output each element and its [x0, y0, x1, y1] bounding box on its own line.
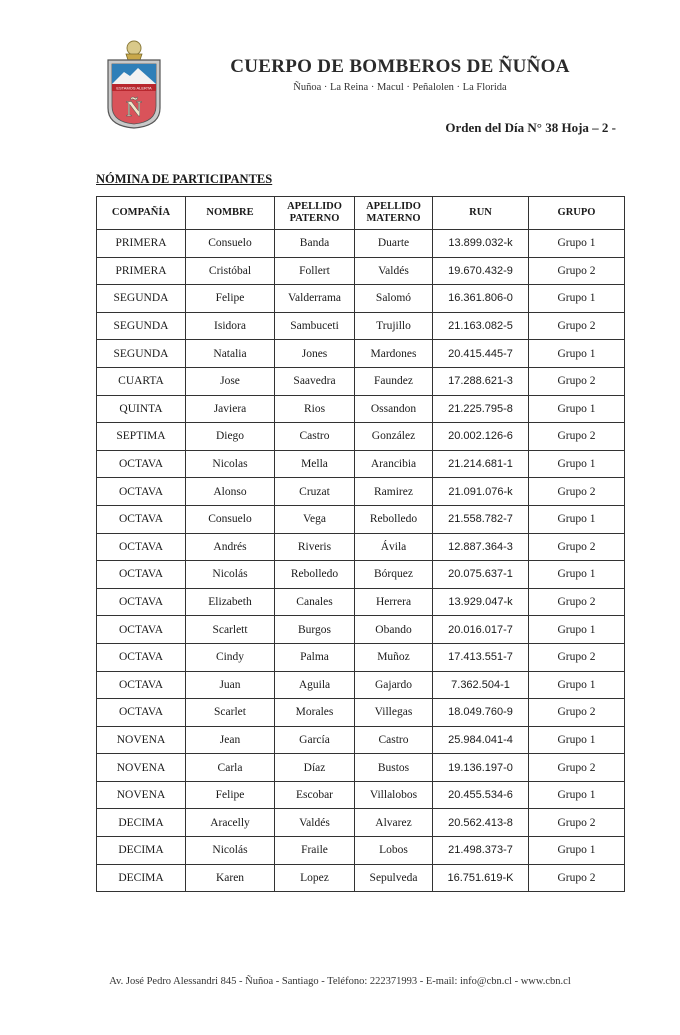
cell-apellido-paterno: Mella	[275, 450, 355, 478]
cell-nombre: Nicolas	[186, 450, 275, 478]
cell-apellido-materno: Bórquez	[355, 561, 433, 589]
cell-run: 19.136.197-0	[433, 754, 529, 782]
cell-run: 7.362.504-1	[433, 671, 529, 699]
cell-nombre: Diego	[186, 423, 275, 451]
header-grupo: GRUPO	[529, 197, 625, 230]
header-apellido-materno-line1: APELLIDO	[366, 201, 421, 212]
cell-apellido-paterno: Vega	[275, 505, 355, 533]
cell-apellido-materno: Herrera	[355, 588, 433, 616]
cell-grupo: Grupo 2	[529, 367, 625, 395]
cell-grupo: Grupo 1	[529, 726, 625, 754]
cell-grupo: Grupo 1	[529, 285, 625, 313]
cell-grupo: Grupo 2	[529, 864, 625, 892]
cell-compania: OCTAVA	[97, 561, 186, 589]
cell-grupo: Grupo 1	[529, 230, 625, 258]
header-apellido-paterno-line2: PATERNO	[289, 213, 340, 224]
cell-run: 17.288.621-3	[433, 367, 529, 395]
cell-apellido-materno: Muñoz	[355, 643, 433, 671]
header-apellido-materno	[355, 197, 433, 230]
cell-grupo: Grupo 1	[529, 340, 625, 368]
cell-nombre: Elizabeth	[186, 588, 275, 616]
cell-run: 16.361.806-0	[433, 285, 529, 313]
cell-compania: PRIMERA	[97, 257, 186, 285]
cell-run: 21.558.782-7	[433, 505, 529, 533]
cell-apellido-paterno: Valdés	[275, 809, 355, 837]
cell-nombre: Karen	[186, 864, 275, 892]
cell-run: 25.984.041-4	[433, 726, 529, 754]
table-header-row	[97, 197, 625, 230]
cell-grupo: Grupo 2	[529, 809, 625, 837]
cell-apellido-paterno: Castro	[275, 423, 355, 451]
cell-nombre: Alonso	[186, 478, 275, 506]
cell-compania: DECIMA	[97, 837, 186, 865]
cell-apellido-materno: Bustos	[355, 754, 433, 782]
table-row	[97, 616, 625, 644]
cell-compania: OCTAVA	[97, 478, 186, 506]
cell-apellido-paterno: Morales	[275, 699, 355, 727]
cell-apellido-materno: Rebolledo	[355, 505, 433, 533]
cell-run: 21.498.373-7	[433, 837, 529, 865]
cell-apellido-materno: Faundez	[355, 367, 433, 395]
cell-nombre: Jose	[186, 367, 275, 395]
table-row	[97, 478, 625, 506]
cell-run: 20.415.445-7	[433, 340, 529, 368]
orden-del-dia: Orden del Día N° 38 Hoja – 2 -	[445, 120, 616, 135]
cell-apellido-paterno: Burgos	[275, 616, 355, 644]
cell-apellido-paterno: Rebolledo	[275, 561, 355, 589]
table-body	[97, 230, 625, 892]
cell-apellido-paterno: Banda	[275, 230, 355, 258]
table-row	[97, 505, 625, 533]
cell-apellido-paterno: Palma	[275, 643, 355, 671]
table-row	[97, 450, 625, 478]
table-row	[97, 257, 625, 285]
cell-apellido-paterno: Díaz	[275, 754, 355, 782]
cell-nombre: Scarlett	[186, 616, 275, 644]
cell-run: 20.075.637-1	[433, 561, 529, 589]
cell-compania: OCTAVA	[97, 699, 186, 727]
cell-grupo: Grupo 1	[529, 450, 625, 478]
cell-compania: NOVENA	[97, 781, 186, 809]
cell-nombre: Consuelo	[186, 230, 275, 258]
cell-apellido-materno: Ávila	[355, 533, 433, 561]
cell-run: 16.751.619-K	[433, 864, 529, 892]
cell-apellido-materno: Sepulveda	[355, 864, 433, 892]
cell-apellido-paterno: García	[275, 726, 355, 754]
cell-apellido-materno: Villegas	[355, 699, 433, 727]
section-title: NÓMINA DE PARTICIPANTES	[96, 172, 273, 186]
cell-apellido-materno: Arancibia	[355, 450, 433, 478]
cell-nombre: Natalia	[186, 340, 275, 368]
cell-nombre: Nicolás	[186, 837, 275, 865]
cell-apellido-materno: Gajardo	[355, 671, 433, 699]
table-row	[97, 781, 625, 809]
cell-grupo: Grupo 2	[529, 312, 625, 340]
cell-compania: NOVENA	[97, 726, 186, 754]
cell-nombre: Javiera	[186, 395, 275, 423]
cell-compania: PRIMERA	[97, 230, 186, 258]
cell-run: 12.887.364-3	[433, 533, 529, 561]
cell-compania: NOVENA	[97, 754, 186, 782]
cell-apellido-paterno: Canales	[275, 588, 355, 616]
cell-apellido-paterno: Sambuceti	[275, 312, 355, 340]
cell-grupo: Grupo 1	[529, 781, 625, 809]
table-row	[97, 367, 625, 395]
cell-run: 20.562.413-8	[433, 809, 529, 837]
table-row	[97, 395, 625, 423]
cell-grupo: Grupo 2	[529, 754, 625, 782]
cell-grupo: Grupo 1	[529, 616, 625, 644]
cell-nombre: Felipe	[186, 285, 275, 313]
table-row	[97, 561, 625, 589]
cell-apellido-paterno: Escobar	[275, 781, 355, 809]
cell-apellido-materno: Villalobos	[355, 781, 433, 809]
cell-apellido-materno: Lobos	[355, 837, 433, 865]
table-row	[97, 726, 625, 754]
cell-apellido-materno: Castro	[355, 726, 433, 754]
cell-apellido-materno: Trujillo	[355, 312, 433, 340]
cell-nombre: Scarlet	[186, 699, 275, 727]
cell-grupo: Grupo 1	[529, 395, 625, 423]
table-row	[97, 699, 625, 727]
cell-apellido-paterno: Follert	[275, 257, 355, 285]
cell-nombre: Jean	[186, 726, 275, 754]
cell-nombre: Cindy	[186, 643, 275, 671]
table-row	[97, 671, 625, 699]
cell-apellido-materno: Mardones	[355, 340, 433, 368]
header-compania: COMPAÑÍA	[97, 197, 186, 230]
cell-compania: CUARTA	[97, 367, 186, 395]
cell-grupo: Grupo 1	[529, 561, 625, 589]
table-row	[97, 285, 625, 313]
cell-grupo: Grupo 1	[529, 837, 625, 865]
cell-apellido-materno: Obando	[355, 616, 433, 644]
cell-apellido-paterno: Saavedra	[275, 367, 355, 395]
cell-apellido-materno: Alvarez	[355, 809, 433, 837]
cell-grupo: Grupo 2	[529, 533, 625, 561]
cell-grupo: Grupo 2	[529, 257, 625, 285]
cell-compania: OCTAVA	[97, 671, 186, 699]
header-apellido-materno-line2: MATERNO	[366, 213, 421, 224]
cell-compania: QUINTA	[97, 395, 186, 423]
logo-band-text: ESTAMOS ALERTA	[116, 85, 152, 91]
cell-run: 20.455.534-6	[433, 781, 529, 809]
logo-letter: Ñ	[126, 96, 142, 121]
cell-compania: OCTAVA	[97, 505, 186, 533]
cell-apellido-paterno: Rios	[275, 395, 355, 423]
fire-department-crest-icon	[104, 38, 164, 130]
cell-nombre: Felipe	[186, 781, 275, 809]
cell-compania: OCTAVA	[97, 616, 186, 644]
cell-run: 20.002.126-6	[433, 423, 529, 451]
cell-apellido-materno: Salomó	[355, 285, 433, 313]
cell-apellido-paterno: Fraile	[275, 837, 355, 865]
table-row	[97, 423, 625, 451]
cell-compania: SEGUNDA	[97, 312, 186, 340]
cell-nombre: Carla	[186, 754, 275, 782]
cell-compania: SEGUNDA	[97, 285, 186, 313]
cell-compania: DECIMA	[97, 809, 186, 837]
cell-apellido-paterno: Jones	[275, 340, 355, 368]
table-row	[97, 340, 625, 368]
cell-run: 17.413.551-7	[433, 643, 529, 671]
cell-nombre: Consuelo	[186, 505, 275, 533]
cell-apellido-paterno: Valderrama	[275, 285, 355, 313]
cell-grupo: Grupo 2	[529, 699, 625, 727]
cell-apellido-materno: Duarte	[355, 230, 433, 258]
cell-nombre: Cristóbal	[186, 257, 275, 285]
cell-run: 13.899.032-k	[433, 230, 529, 258]
cell-run: 21.225.795-8	[433, 395, 529, 423]
cell-apellido-materno: Ramirez	[355, 478, 433, 506]
cell-compania: DECIMA	[97, 864, 186, 892]
page-title: CUERPO DE BOMBEROS DE ÑUÑOA	[230, 56, 570, 77]
table-row	[97, 837, 625, 865]
table-row	[97, 230, 625, 258]
page-subtitle: Ñuñoa · La Reina · Macul · Peñalolen · La Florida	[293, 82, 507, 93]
cell-apellido-paterno: Lopez	[275, 864, 355, 892]
cell-run: 13.929.047-k	[433, 588, 529, 616]
table-row	[97, 312, 625, 340]
cell-apellido-paterno: Cruzat	[275, 478, 355, 506]
cell-run: 18.049.760-9	[433, 699, 529, 727]
cell-compania: OCTAVA	[97, 533, 186, 561]
cell-compania: SEPTIMA	[97, 423, 186, 451]
cell-grupo: Grupo 1	[529, 505, 625, 533]
cell-run: 21.214.681-1	[433, 450, 529, 478]
table-row	[97, 754, 625, 782]
cell-nombre: Isidora	[186, 312, 275, 340]
cell-compania: OCTAVA	[97, 643, 186, 671]
cell-run: 20.016.017-7	[433, 616, 529, 644]
cell-grupo: Grupo 2	[529, 478, 625, 506]
cell-grupo: Grupo 1	[529, 671, 625, 699]
cell-run: 21.163.082-5	[433, 312, 529, 340]
cell-nombre: Juan	[186, 671, 275, 699]
cell-grupo: Grupo 2	[529, 588, 625, 616]
cell-compania: OCTAVA	[97, 450, 186, 478]
cell-run: 19.670.432-9	[433, 257, 529, 285]
header-apellido-paterno-line1: APELLIDO	[287, 201, 342, 212]
cell-compania: SEGUNDA	[97, 340, 186, 368]
table-row	[97, 643, 625, 671]
table-row	[97, 588, 625, 616]
cell-apellido-materno: Valdés	[355, 257, 433, 285]
cell-grupo: Grupo 2	[529, 423, 625, 451]
cell-nombre: Andrés	[186, 533, 275, 561]
header-nombre: NOMBRE	[186, 197, 275, 230]
cell-apellido-paterno: Aguila	[275, 671, 355, 699]
table-row	[97, 809, 625, 837]
cell-apellido-paterno: Riveris	[275, 533, 355, 561]
cell-apellido-materno: Ossandon	[355, 395, 433, 423]
cell-run: 21.091.076-k	[433, 478, 529, 506]
cell-nombre: Nicolás	[186, 561, 275, 589]
cell-nombre: Aracelly	[186, 809, 275, 837]
cell-grupo: Grupo 2	[529, 643, 625, 671]
cell-compania: OCTAVA	[97, 588, 186, 616]
cell-apellido-materno: González	[355, 423, 433, 451]
header-apellido-paterno	[275, 197, 355, 230]
page-footer: Av. José Pedro Alessandri 845 - Ñuñoa - Santiago - Teléfono: 222371993 - E-mail: info@cbn.cl - www.cbn.cl	[109, 976, 571, 987]
header-run: RUN	[433, 197, 529, 230]
table-row	[97, 533, 625, 561]
table-row	[97, 864, 625, 892]
participants-table	[96, 196, 625, 892]
